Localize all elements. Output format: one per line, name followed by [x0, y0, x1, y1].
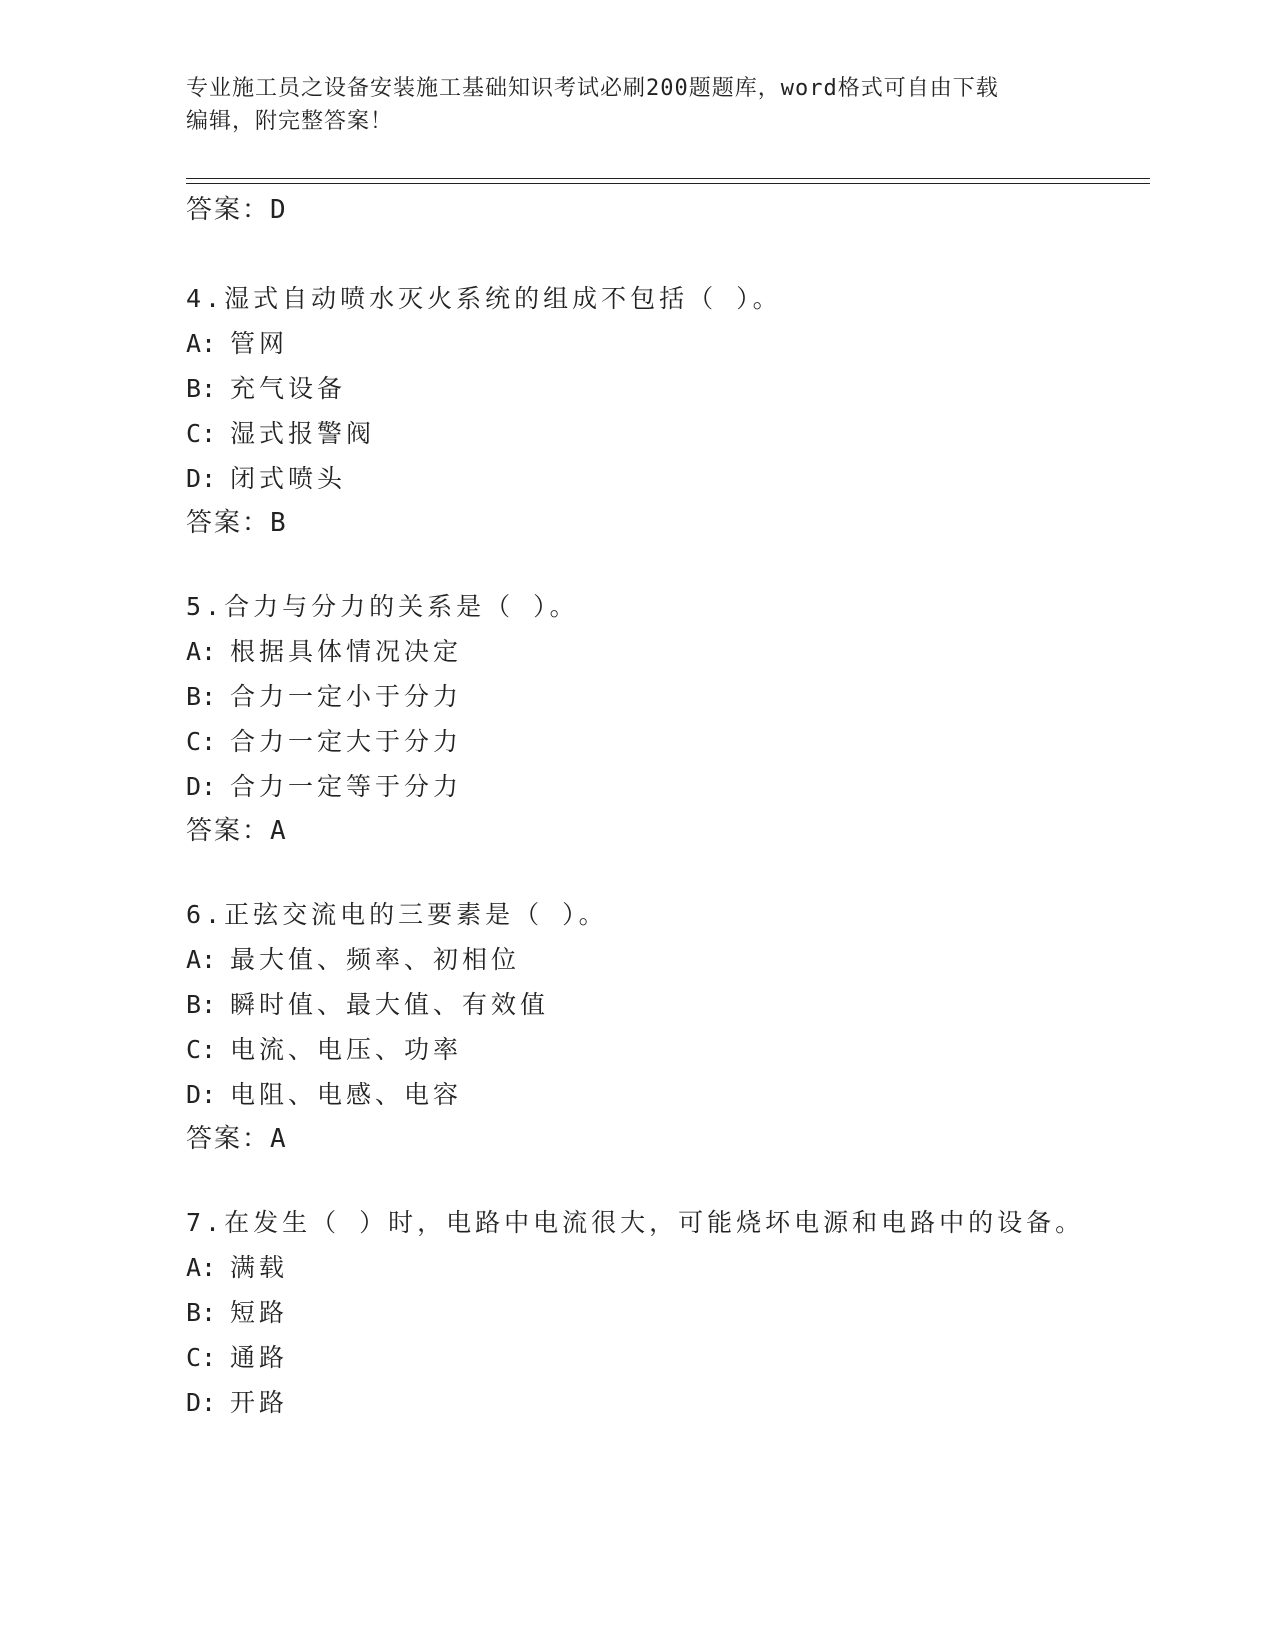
option-text: 最大值、频率、初相位 — [230, 945, 521, 974]
option-letter: D: — [186, 464, 217, 493]
option-text: 通路 — [230, 1343, 289, 1372]
answer-label: 答案： — [186, 195, 271, 225]
header-line-2: 编辑，附完整答案！ — [186, 109, 394, 134]
option-letter: C: — [186, 727, 217, 756]
option-text: 电流、电压、功率 — [230, 1035, 463, 1064]
answer-value: B — [270, 508, 287, 538]
option-letter: B: — [186, 1298, 217, 1327]
option-letter: B: — [186, 682, 217, 711]
document-header — [186, 72, 1086, 138]
header-rule-top — [186, 178, 1150, 179]
question-block — [186, 1207, 1146, 1419]
answer-label: 答案： — [186, 1124, 271, 1154]
option-letter: A: — [186, 1253, 217, 1282]
option-c — [186, 726, 1146, 758]
option-b — [186, 1297, 1146, 1329]
option-text: 开路 — [230, 1388, 289, 1417]
answer-line — [186, 507, 1146, 539]
option-text: 合力一定等于分力 — [230, 772, 463, 801]
option-letter: A: — [186, 945, 217, 974]
header-rule-bottom — [186, 183, 1150, 184]
option-text: 短路 — [230, 1298, 289, 1327]
option-letter: D: — [186, 1388, 217, 1417]
option-c — [186, 1342, 1146, 1374]
option-text: 合力一定大于分力 — [230, 727, 463, 756]
question-block — [186, 899, 1146, 1155]
option-b — [186, 373, 1146, 405]
option-a — [186, 328, 1146, 360]
option-a — [186, 636, 1146, 668]
option-letter: D: — [186, 772, 217, 801]
answer-value: A — [270, 1124, 287, 1154]
option-letter: C: — [186, 1035, 217, 1064]
option-text: 满载 — [230, 1253, 289, 1282]
option-d — [186, 1079, 1146, 1111]
question-stem: 4.湿式自动喷水灭火系统的组成不包括（ ）。 — [186, 284, 782, 313]
option-text: 瞬时值、最大值、有效值 — [230, 990, 550, 1019]
answer-value: D — [270, 195, 287, 225]
answer-line — [186, 1123, 1146, 1155]
question-stem: 7.在发生（ ）时，电路中电流很大，可能烧坏电源和电路中的设备。 — [186, 1208, 1085, 1237]
answer-line — [186, 815, 1146, 847]
option-text: 闭式喷头 — [230, 464, 347, 493]
option-d — [186, 1387, 1146, 1419]
option-text: 管网 — [230, 329, 289, 358]
question-block — [186, 591, 1146, 847]
option-text: 合力一定小于分力 — [230, 682, 463, 711]
answer-line — [186, 194, 287, 226]
answer-value: A — [270, 816, 287, 846]
option-c — [186, 1034, 1146, 1066]
option-text: 电阻、电感、电容 — [230, 1080, 463, 1109]
option-d — [186, 463, 1146, 495]
header-line-1: 专业施工员之设备安装施工基础知识考试必刷200题题库，word格式可自由下载 — [186, 76, 999, 101]
option-d — [186, 771, 1146, 803]
option-a — [186, 944, 1146, 976]
answer-label: 答案： — [186, 816, 271, 846]
option-text: 根据具体情况决定 — [230, 637, 463, 666]
option-text: 充气设备 — [230, 374, 347, 403]
option-letter: B: — [186, 374, 217, 403]
option-letter: B: — [186, 990, 217, 1019]
question-stem: 5.合力与分力的关系是（ ）。 — [186, 592, 579, 621]
option-letter: C: — [186, 1343, 217, 1372]
option-a — [186, 1252, 1146, 1284]
question-block — [186, 283, 1146, 539]
option-b — [186, 681, 1146, 713]
answer-label: 答案： — [186, 508, 271, 538]
option-letter: C: — [186, 419, 217, 448]
option-b — [186, 989, 1146, 1021]
option-text: 湿式报警阀 — [230, 419, 376, 448]
question-stem: 6.正弦交流电的三要素是（ ）。 — [186, 900, 608, 929]
option-c — [186, 418, 1146, 450]
option-letter: D: — [186, 1080, 217, 1109]
option-letter: A: — [186, 637, 217, 666]
option-letter: A: — [186, 329, 217, 358]
